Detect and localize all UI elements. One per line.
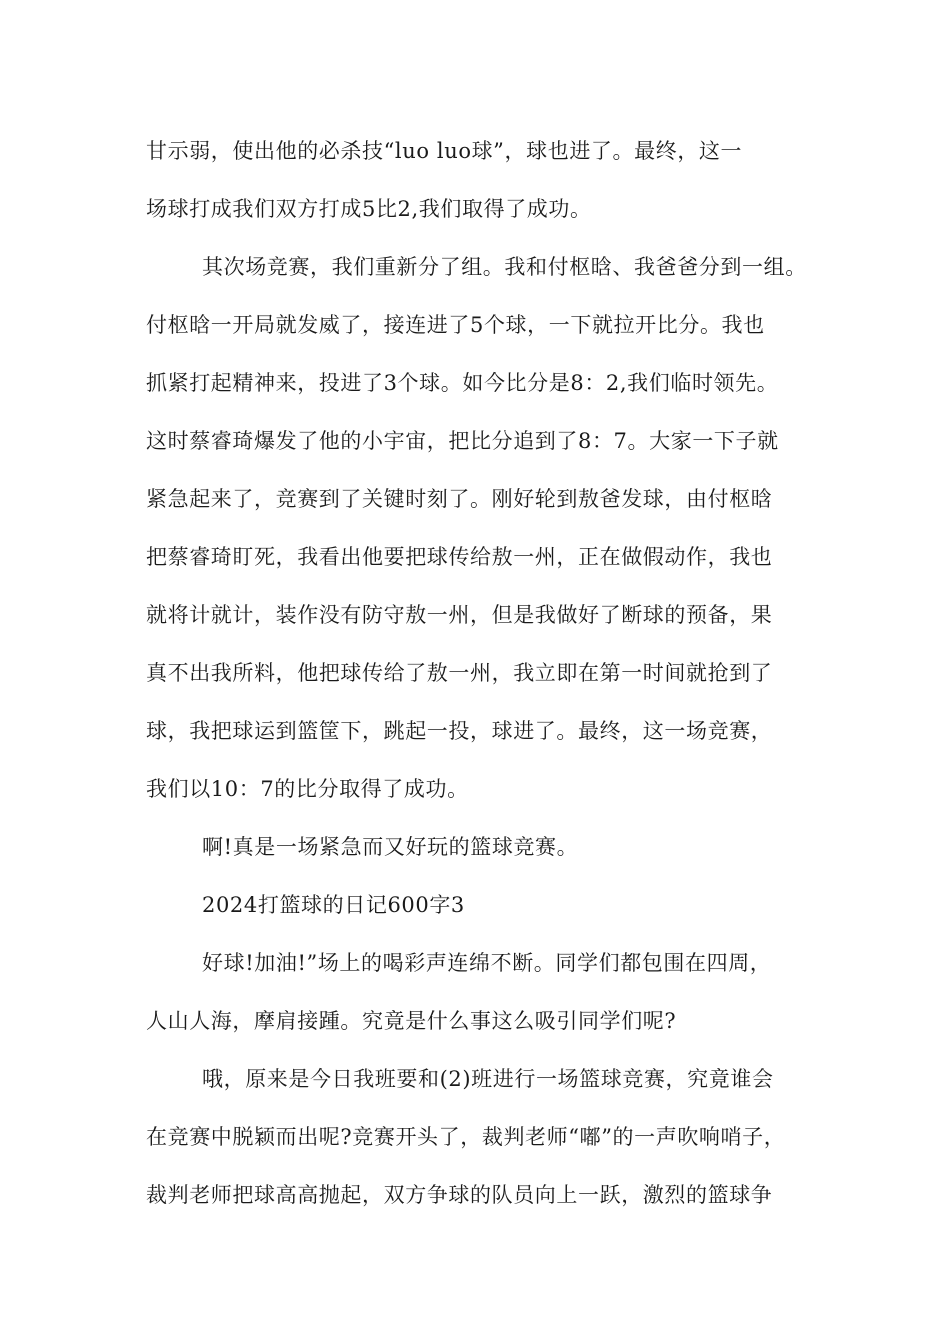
text-line-3: 其次场竞赛，我们重新分了组。我和付枢晗、我爸爸分到一组。 [202, 255, 807, 279]
text-line-18: 在竞赛中脱颖而出呢?竞赛开头了，裁判老师“嘟”的一声吹响哨子， [146, 1125, 786, 1149]
text-line-15: 好球!加油!”场上的喝彩声连绵不断。同学们都包围在四周， [202, 951, 772, 975]
text-line-10: 真不出我所料，他把球传给了敖一州，我立即在第一时间就抢到了 [146, 661, 773, 685]
text-line-5: 抓紧打起精神来，投进了3个球。如今比分是8：2,我们临时领先。 [146, 371, 779, 395]
text-line-1: 甘示弱，使出他的必杀技“luo luo球”，球也进了。最终，这一 [146, 139, 743, 163]
text-line-7: 紧急起来了，竞赛到了关键时刻了。刚好轮到敖爸发球，由付枢晗 [146, 487, 773, 511]
text-line-17: 哦，原来是今日我班要和(2)班进行一场篮球竞赛，究竟谁会 [202, 1067, 774, 1091]
text-line-11: 球，我把球运到篮筐下，跳起一投，球进了。最终，这一场竞赛， [146, 719, 773, 743]
text-line-19: 裁判老师把球高高抛起，双方争球的队员向上一跃，激烈的篮球争 [146, 1183, 773, 1207]
text-line-8: 把蔡睿琦盯死，我看出他要把球传给敖一州，正在做假动作，我也 [146, 545, 773, 569]
text-line-12: 我们以10：7的比分取得了成功。 [146, 777, 469, 801]
text-line-2: 场球打成我们双方打成5比2,我们取得了成功。 [146, 197, 592, 221]
text-line-13: 啊!真是一场紧急而又好玩的篮球竞赛。 [202, 835, 579, 859]
text-line-4: 付枢晗一开局就发威了，接连进了5个球，一下就拉开比分。我也 [146, 313, 765, 337]
text-line-6: 这时蔡睿琦爆发了他的小宇宙，把比分追到了8：7。大家一下子就 [146, 429, 779, 453]
text-line-9: 就将计就计，装作没有防守敖一州，但是我做好了断球的预备，果 [146, 603, 773, 627]
text-line-14-heading: 2024打篮球的日记600字3 [202, 893, 465, 917]
text-line-16: 人山人海，摩肩接踵。究竟是什么事这么吸引同学们呢? [146, 1009, 677, 1033]
